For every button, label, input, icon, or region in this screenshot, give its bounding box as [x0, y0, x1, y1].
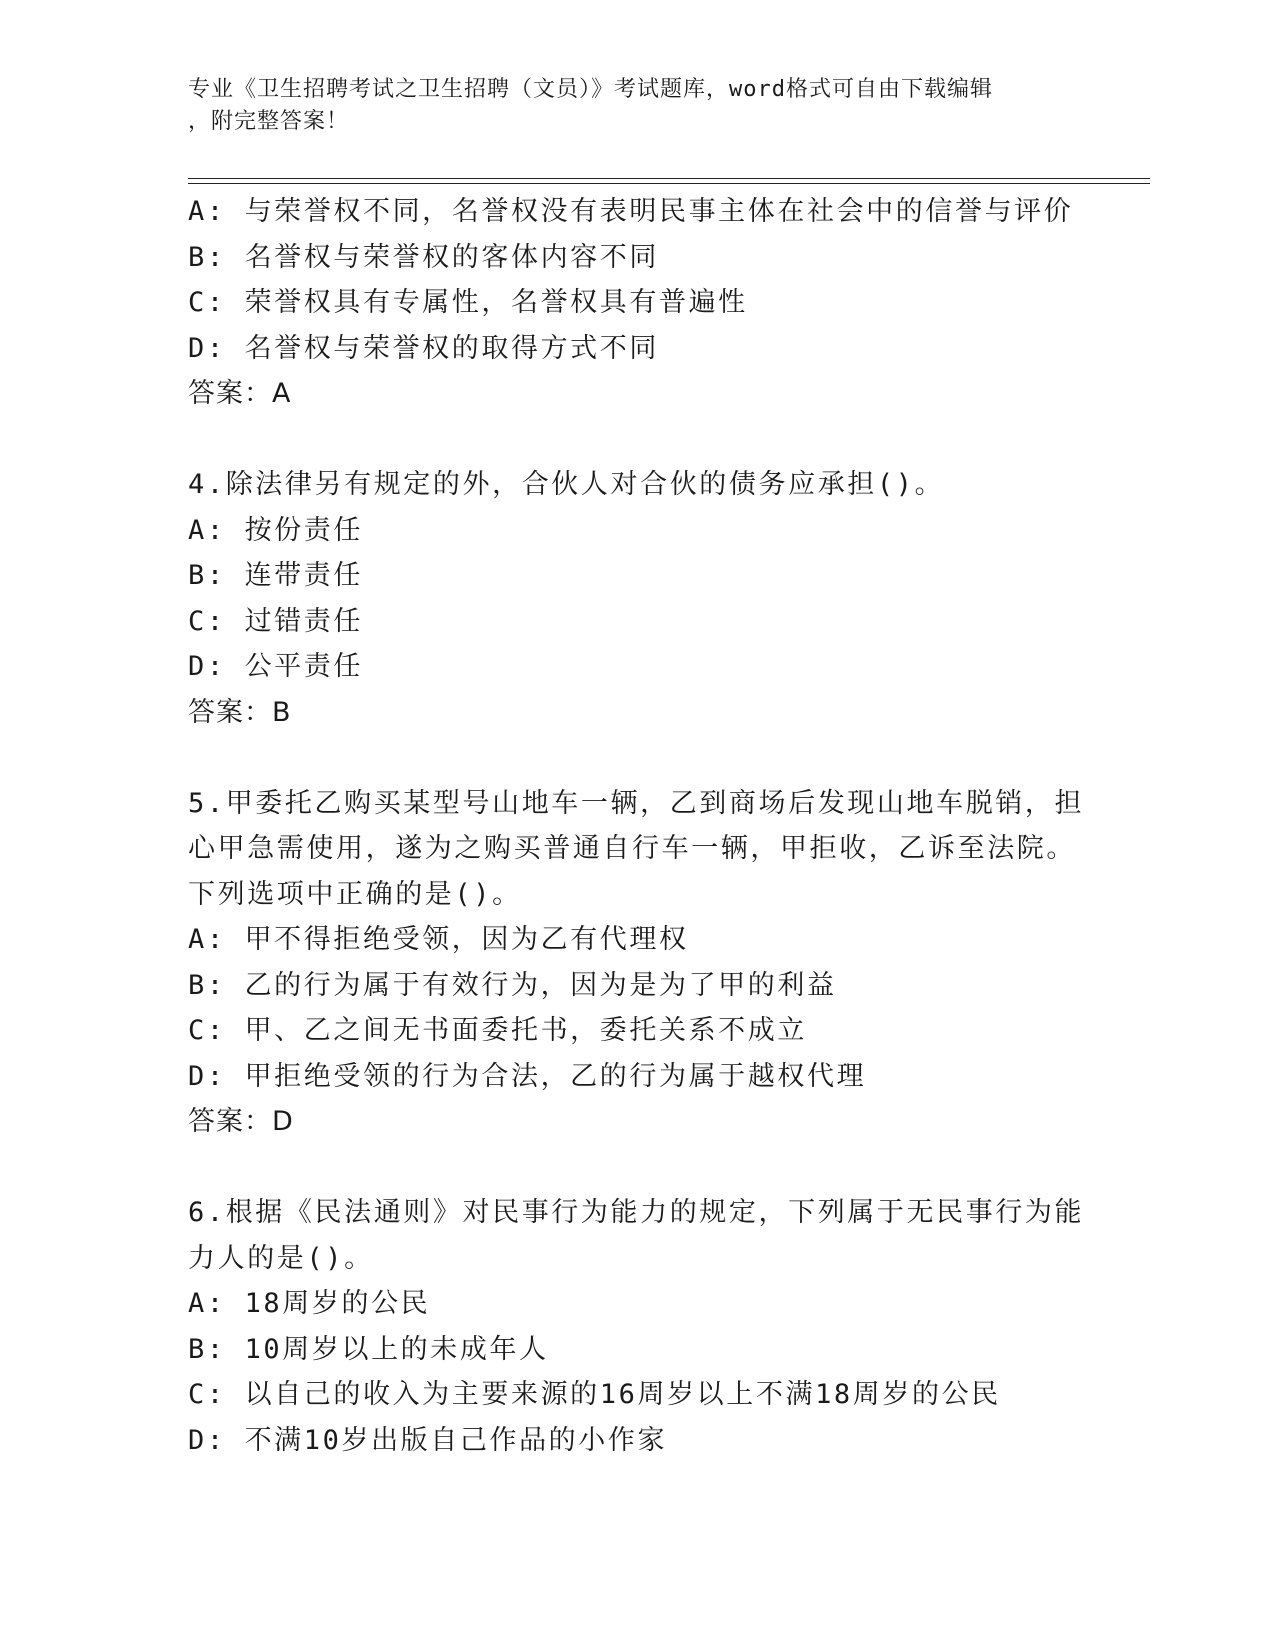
question-stem: 4.除法律另有规定的外，合伙人对合伙的债务应承担()。 [188, 469, 945, 500]
option-a: A: 18周岁的公民 [188, 1288, 431, 1319]
header-divider-bottom [188, 183, 1150, 184]
question-stem-line-2: 力人的是()。 [188, 1242, 374, 1274]
document-header [188, 74, 1068, 138]
question-stem-line-1: 6.根据《民法通则》对民事行为能力的规定，下列属于无民事行为能 [188, 1197, 1085, 1228]
option-b: B: 连带责任 [188, 560, 363, 591]
spacer [188, 417, 1088, 463]
option-c: C: 过错责任 [188, 605, 363, 637]
option-b: B: 10周岁以上的未成年人 [188, 1333, 549, 1365]
option-a: A: 与荣誉权不同，名誉权没有表明民事主体在社会中的信誉与评价 [188, 196, 1074, 227]
question-4 [188, 462, 1088, 735]
option-a: A: 按份责任 [188, 514, 363, 546]
answer-label: 答案：D [188, 1106, 294, 1137]
option-d: D: 甲拒绝受领的行为合法，乙的行为属于越权代理 [188, 1060, 867, 1092]
question-stem-line-3: 下列选项中正确的是()。 [188, 878, 522, 910]
spacer [188, 1145, 1088, 1191]
spacer [188, 735, 1088, 781]
answer-label: 答案：A [188, 378, 292, 409]
option-c: C: 荣誉权具有专属性，名誉权具有普遍性 [188, 287, 748, 318]
header-line-2: ，附完整答案！ [188, 109, 350, 134]
question-stem-line-1: 5.甲委托乙购买某型号山地车一辆，乙到商场后发现山地车脱销，担 [188, 787, 1085, 819]
question-list [188, 189, 1088, 1463]
question-6 [188, 1190, 1088, 1463]
header-divider-top [188, 178, 1150, 179]
answer-label: 答案：B [188, 696, 292, 728]
option-b: B: 乙的行为属于有效行为，因为是为了甲的利益 [188, 969, 837, 1001]
option-c: C: 以自己的收入为主要来源的16周岁以上不满18周岁的公民 [188, 1379, 1001, 1410]
question-5 [188, 781, 1088, 1145]
question-stem-line-2: 心甲急需使用，遂为之购买普通自行车一辆，甲拒收，乙诉至法院。 [188, 833, 1076, 864]
option-d: D: 公平责任 [188, 651, 363, 682]
option-c: C: 甲、乙之间无书面委托书，委托关系不成立 [188, 1015, 807, 1046]
option-b: B: 名誉权与荣誉权的客体内容不同 [188, 241, 659, 273]
option-d: D: 不满10岁出版自己作品的小作家 [188, 1424, 668, 1456]
header-line-1: 专业《卫生招聘考试之卫生招聘（文员）》考试题库，word格式可自由下载编辑 [188, 77, 993, 102]
option-a: A: 甲不得拒绝受领，因为乙有代理权 [188, 924, 689, 955]
question-3 [188, 189, 1088, 417]
option-d: D: 名誉权与荣誉权的取得方式不同 [188, 332, 659, 364]
